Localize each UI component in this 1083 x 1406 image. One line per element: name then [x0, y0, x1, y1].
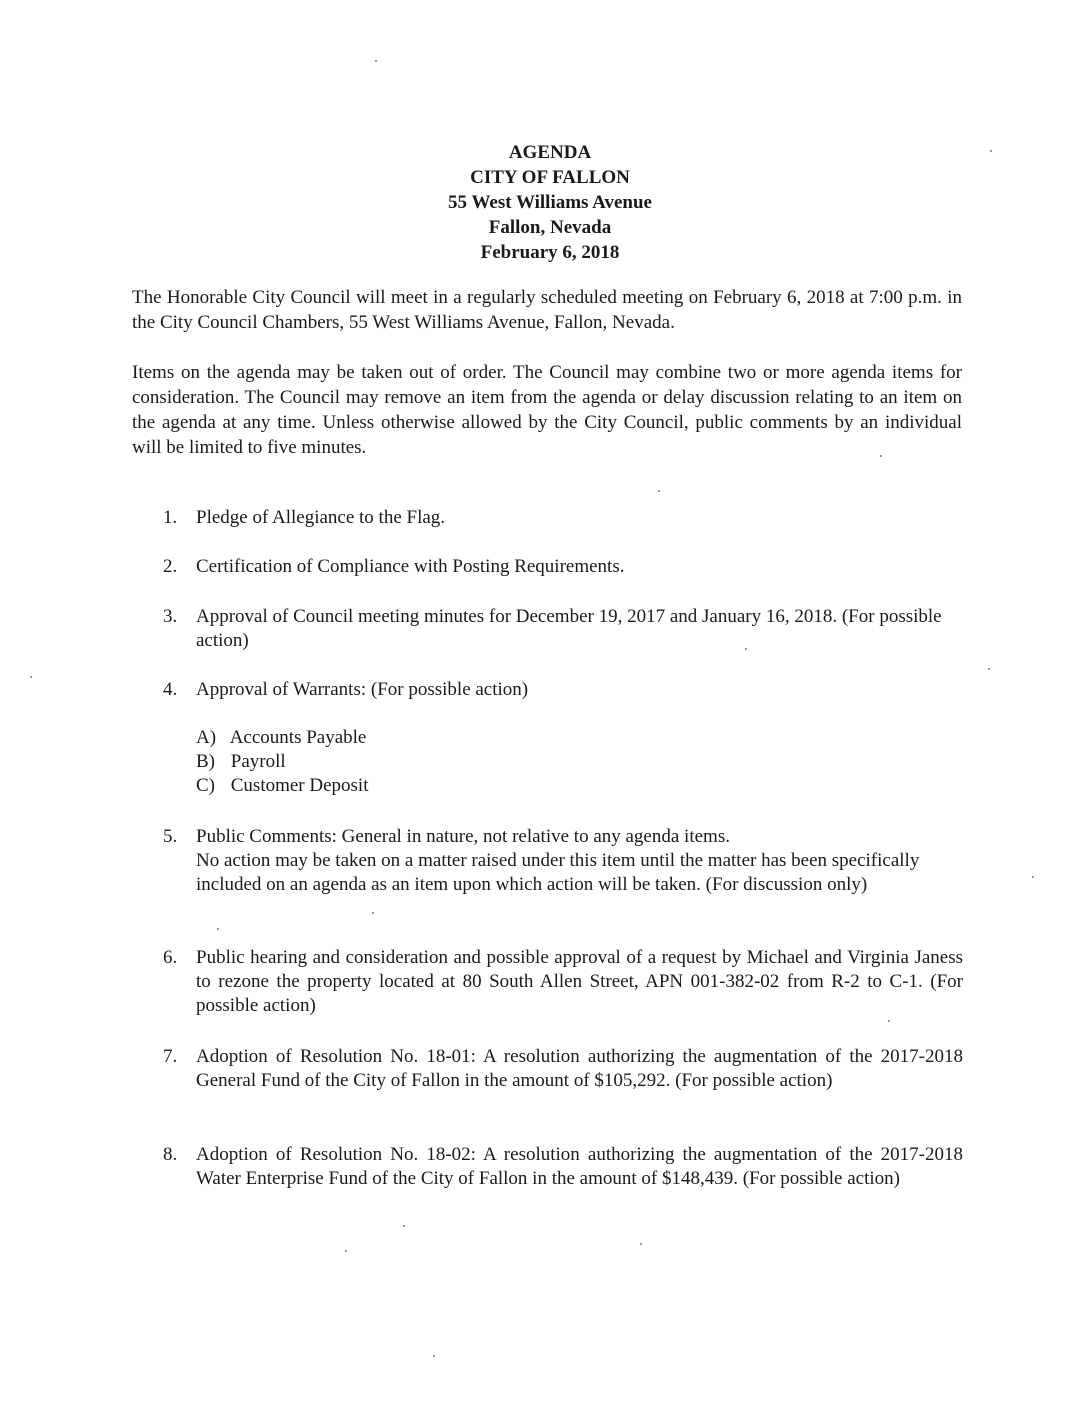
- scan-speck: [1032, 876, 1034, 878]
- scan-speck: [888, 1020, 890, 1022]
- item-number: 6.: [163, 947, 178, 968]
- warrant-text: Accounts Payable: [229, 727, 367, 748]
- item-number: 2.: [163, 556, 178, 577]
- item-text-line1: Public Comments: General in nature, not relative to any agenda items.: [196, 826, 730, 847]
- item-text: Approval of Council meeting minutes for December 19, 2017 and January 16, 2018. (For possible action): [196, 606, 942, 651]
- warrant-label: B): [196, 751, 215, 772]
- item-text: Public hearing and consideration and possible approval of a request by Michael and Virginia Janess to rezone the property located at 80 South Allen Street, APN 001-382-02 from R-2 to C-1. (For possible action): [196, 947, 963, 1016]
- city-name: CITY OF FALLON: [470, 167, 630, 188]
- agenda-heading: [0, 140, 1083, 265]
- agenda-rules-paragraph: Items on the agenda may be taken out of order. The Council may combine two or more agenda items for consideration. The Council may remove an item from the agenda or delay discussion relating to an item on the agenda at any time. Unless otherwise allowed by the City Council, public comments by an individual will be limited to five minutes.: [132, 362, 962, 458]
- scan-speck: [880, 455, 882, 457]
- warrant-item-a: [196, 726, 596, 750]
- item-number: 4.: [163, 679, 178, 700]
- street-address: 55 West Williams Avenue: [448, 192, 652, 213]
- scan-speck: [345, 1250, 347, 1252]
- agenda-title: AGENDA: [508, 142, 592, 163]
- item-number: 8.: [163, 1144, 178, 1165]
- city-state: Fallon, Nevada: [488, 217, 612, 238]
- item-text: Adoption of Resolution No. 18-01: A resolution authorizing the augmentation of the 2017-2018 General Fund of the City of Fallon in the amount of $105,292. (For possible action): [196, 1046, 963, 1091]
- item-text: [196, 825, 963, 897]
- scan-speck: [433, 1355, 435, 1357]
- item-text: Certification of Compliance with Posting Requirements.: [196, 556, 625, 577]
- scan-speck: [375, 60, 377, 62]
- item-text-detail: No action may be taken on a matter raised under this item until the matter has been specifically included on an agenda as an item upon which action will be taken. (For discussion only): [196, 850, 920, 895]
- meeting-date: February 6, 2018: [480, 242, 620, 263]
- item-text: Adoption of Resolution No. 18-02: A resolution authorizing the augmentation of the 2017-2018 Water Enterprise Fund of the City of Fallon in the amount of $148,439. (For possible action): [196, 1144, 963, 1189]
- warrant-item-c: [196, 774, 596, 798]
- scan-speck: [658, 490, 660, 492]
- item-number: 5.: [163, 826, 178, 847]
- warrant-label: A): [196, 727, 217, 748]
- scan-speck: [990, 150, 992, 152]
- meeting-notice-paragraph: The Honorable City Council will meet in a regularly scheduled meeting on February 6, 2018 at 7:00 p.m. in the City Council Chambers, 55 West Williams Avenue, Fallon, Nevada.: [132, 287, 962, 333]
- warrant-text: Payroll: [230, 751, 286, 772]
- item-number: 1.: [163, 507, 178, 528]
- scan-speck: [640, 1243, 642, 1245]
- item-text: Pledge of Allegiance to the Flag.: [196, 507, 446, 528]
- scan-speck: [403, 1225, 405, 1227]
- scan-speck: [988, 668, 990, 670]
- item-number: 3.: [163, 606, 178, 627]
- warrant-label: C): [196, 775, 215, 796]
- scan-speck: [217, 928, 219, 930]
- scan-speck: [372, 912, 374, 914]
- scan-speck: [745, 648, 747, 650]
- warrant-item-b: [196, 750, 596, 774]
- item-number: 7.: [163, 1046, 178, 1067]
- item-text: Approval of Warrants: (For possible action): [196, 679, 529, 700]
- scan-speck: [30, 676, 32, 678]
- warrant-text: Customer Deposit: [230, 775, 369, 796]
